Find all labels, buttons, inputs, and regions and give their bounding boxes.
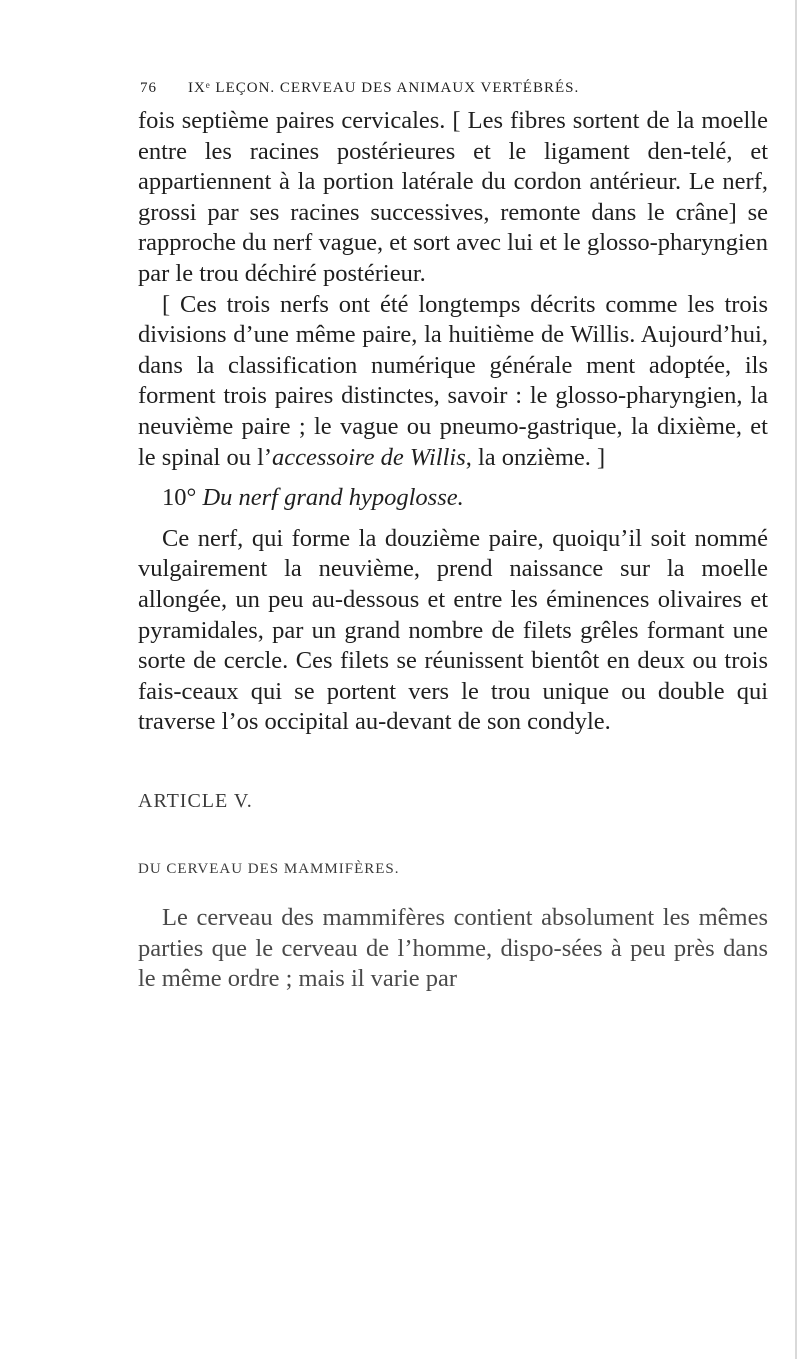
article-subtitle: DU CERVEAU DES MAMMIFÈRES. bbox=[138, 861, 400, 878]
paragraph-three-nerves-end: , la onzième. ] bbox=[465, 443, 606, 471]
body-text bbox=[138, 106, 768, 995]
section-heading bbox=[138, 483, 768, 514]
running-title: IXᵉ LEÇON. CERVEAU DES ANIMAUX VERTÉBRÉS. bbox=[188, 80, 580, 96]
running-header bbox=[140, 80, 760, 106]
article-title: ARTICLE V. bbox=[138, 789, 253, 812]
accessoire-de-willis: accessoire de Willis bbox=[272, 443, 466, 471]
section-number: 10° bbox=[162, 484, 197, 512]
paragraph-mammiferes: Le cerveau des mammifères contient absolument les mêmes parties que le cerveau de l’homme, dispo-sées à peu près dans le même ordre ; mais il varie par bbox=[138, 904, 768, 993]
page-edge bbox=[795, 0, 797, 1359]
paragraph-three-nerves bbox=[138, 290, 768, 474]
page-number: 76 bbox=[140, 80, 157, 96]
paragraph-hypoglosse: Ce nerf, qui forme la douzième paire, quoiqu’il soit nommé vulgairement la neuvième, prend naissance sur la moelle allongée, un peu au-dessous et entre les éminences olivaires et pyramidales, par un grand nombre de filets grêles formant une sorte de cercle. Ces filets se réunissent bientôt en deux ou trois fais-ceaux qui se portent vers le trou unique ou double qui traverse l’os occipital au-devant de son condyle. bbox=[138, 524, 768, 736]
paragraph-continuation: fois septième paires cervicales. [ Les fibres sortent de la moelle entre les racines postérieures et le ligament den-telé, et appartiennent à la portion latérale du cordon antérieur. Le nerf, grossi par ses racines successives, remonte dans le crâne] se rapproche du nerf vague, et sort avec lui et le glosso-pharyngien par le trou déchiré postérieur. bbox=[138, 107, 768, 287]
paragraph-three-nerves-text: [ Ces trois nerfs ont été longtemps décrits comme les trois divisions d’une même paire, la huitième de Willis. Aujourd’hui, dans la classification numérique générale ment adoptée, ils forment trois paires distinctes, savoir : le glosso-pharyngien, la neuvième paire ; le vague ou pneumo-gastrique, la dixième, et le spinal ou l’ bbox=[138, 290, 768, 471]
section-title: Du nerf grand hypoglosse. bbox=[202, 484, 464, 512]
